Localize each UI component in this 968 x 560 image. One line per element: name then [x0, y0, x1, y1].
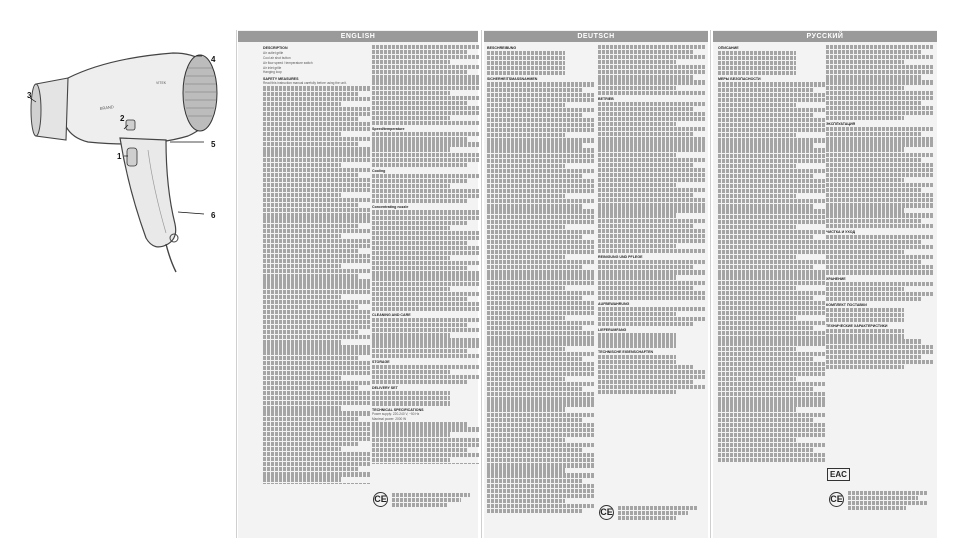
russian-column-left [718, 44, 826, 514]
description-item: Cool air shot button [263, 55, 291, 60]
section-heading: BESCHREIBUNG [487, 46, 517, 50]
callout-1: 1 [117, 152, 122, 161]
section-heading: КОМПЛЕКТ ПОСТАВКИ [826, 302, 867, 307]
manufacturer-note [618, 505, 698, 525]
section-heading: TECHNICAL SPECIFICATIONS [372, 407, 424, 412]
section-heading: TECHNISCHE EIGENSCHAFTEN [598, 349, 654, 354]
section-heading: Concentrating nozzle [372, 205, 409, 210]
fold-line [481, 30, 482, 538]
section-heading: МЕРЫ БЕЗОПАСНОСТИ [718, 77, 761, 82]
callout-2: 2 [120, 114, 125, 123]
section-heading: DESCRIPTION [263, 46, 288, 50]
section-heading: ЭКСПЛУАТАЦИЯ [826, 122, 856, 127]
spec-line: Power supply: 220-240 V, ~50 Hz [372, 412, 420, 417]
deutsch-column-left [487, 44, 595, 514]
english-column-left [263, 44, 371, 484]
fold-line [236, 30, 237, 538]
section-heading: ТЕХНИЧЕСКИЕ ХАРАКТЕРИСТИКИ [826, 324, 888, 329]
section-heading: ХРАНЕНИЕ [826, 276, 846, 281]
hair-dryer-illustration [28, 38, 228, 273]
russian-column-right [826, 44, 934, 464]
svg-text:VITEK: VITEK [156, 81, 167, 85]
manufacturer-note [848, 490, 928, 514]
english-column-right [372, 44, 480, 464]
description-item: Hanging loop [263, 70, 282, 75]
section-heading: LIEFERUMFANG [598, 328, 627, 333]
section-heading: SICHERHEITSMASSNAHMEN [487, 77, 538, 82]
ce-mark-icon: CE [829, 492, 844, 507]
description-item: Air flow speed / temperature switch [263, 60, 313, 65]
ce-mark-icon: CE [373, 492, 388, 507]
section-heading: STORAGE [372, 359, 390, 364]
section-heading: AUFBEWAHRUNG [598, 301, 630, 306]
svg-text:BRAND: BRAND [99, 104, 115, 111]
callout-3: 3 [27, 91, 32, 100]
callout-5: 5 [211, 140, 216, 149]
callout-6: 6 [211, 211, 216, 220]
section-heading: REINIGUNG UND PFLEGE [598, 255, 643, 260]
section-heading: SAFETY MEASURES [263, 76, 299, 81]
description-item: Air outlet grille [263, 50, 284, 55]
language-header-deutsch: DEUTSCH [484, 31, 708, 42]
section-heading: Cooling [372, 168, 386, 173]
section-heading: Speed/temperature [372, 127, 405, 132]
section-heading: BETRIEB [598, 96, 614, 101]
manufacturer-note [392, 492, 470, 512]
callout-4: 4 [211, 55, 216, 64]
language-header-russian: РУССКИЙ [713, 31, 937, 42]
section-heading: CLEANING AND CARE [372, 313, 411, 318]
section-heading: ЧИСТКА И УХОД [826, 229, 856, 234]
deutsch-column-right [598, 44, 706, 454]
paragraph: Read this instruction manual carefully before using the unit. [263, 81, 347, 86]
description-item: Air inlet grille [263, 65, 282, 70]
spec-line: Maximal power: 2000 W [372, 417, 407, 422]
section-heading: DELIVERY SET [372, 386, 398, 391]
fold-line [710, 30, 711, 538]
language-header-english: ENGLISH [238, 31, 478, 42]
section-heading: ОПИСАНИЕ [718, 46, 739, 50]
ce-mark-icon: CE [599, 505, 614, 520]
eac-mark-icon: EAC [827, 468, 850, 481]
